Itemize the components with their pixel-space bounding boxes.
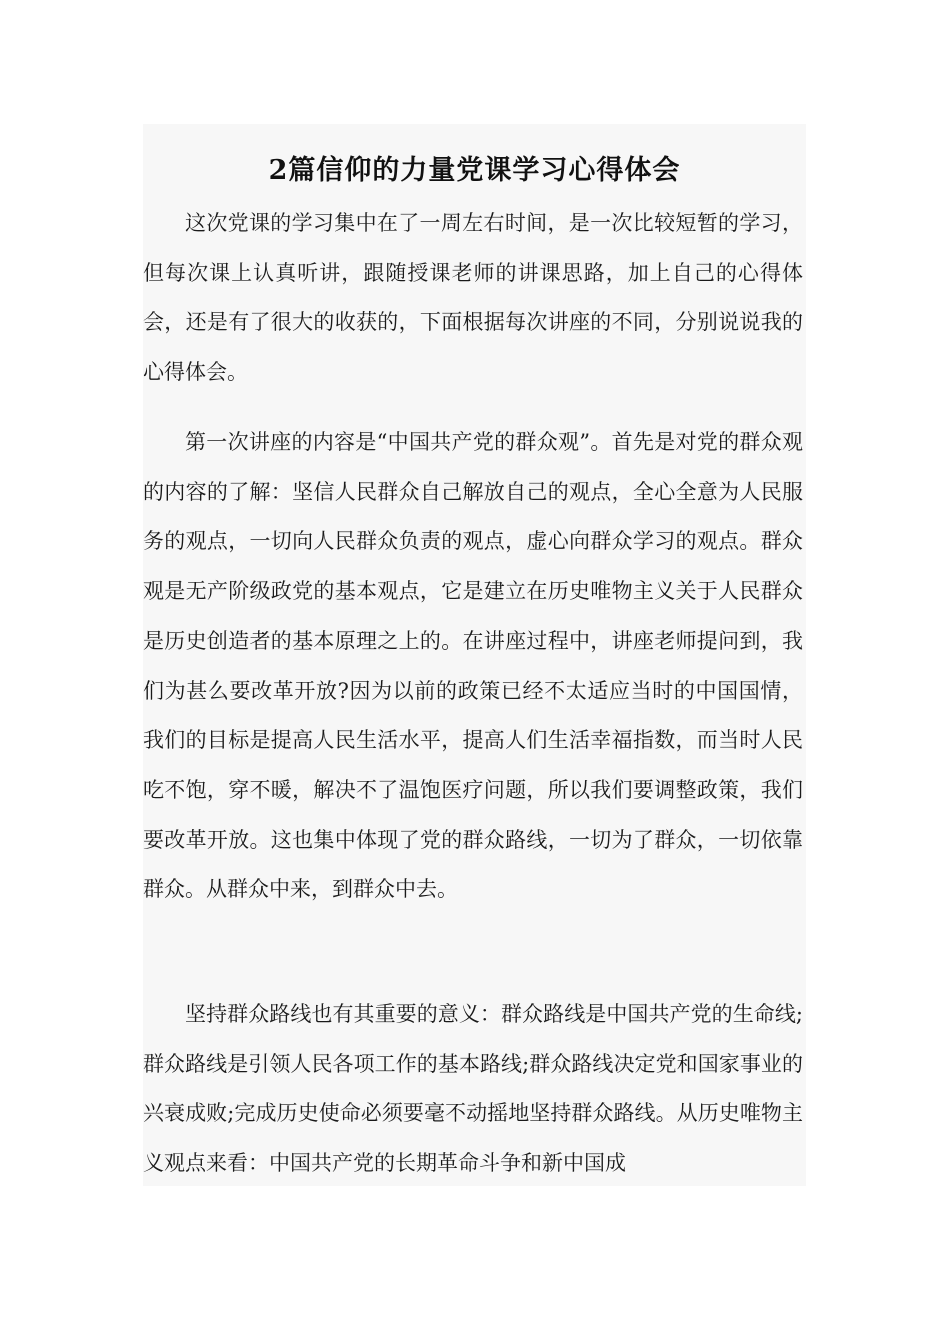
paragraph-3: 坚持群众路线也有其重要的意义：群众路线是中国共产党的生命线;群众路线是引领人民各项工作的基本路线;群众路线决定党和国家事业的兴衰成败;完成历史使命必须要毫不动摇地坚持群众路线。从历史唯物主义观点来看：中国共产党的长期革命斗争和新中国成: [143, 1002, 803, 1176]
paragraph-2: 第一次讲座的内容是“中国共产党的群众观”。首先是对党的群众观的内容的了解：坚信人民群众自己解放自己的观点，全心全意为人民服务的观点，一切向人民群众负责的观点，虚心向群众学习的观点。群众观是无产阶级政党的基本观点，它是建立在历史唯物主义关于人民群众是历史创造者的基本原理之上的。在讲座过程中，讲座老师提问到，我们为甚么要改革开放?因为以前的政策已经不太适应当时的中国国情，我们的目标是提高人民生活水平，提高人们生活幸福指数，而当时人民吃不饱，穿不暖，解决不了温饱医疗问题，所以我们要调整政策，我们要改革开放。这也集中体现了党的群众路线，一切为了群众，一切依靠群众。从群众中来，到群众中去。: [143, 430, 803, 902]
document-title: 2篇信仰的力量党课学习心得体会: [268, 155, 681, 187]
paragraph-1: 这次党课的学习集中在了一周左右时间，是一次比较短暂的学习，但每次课上认真听讲，跟随授课老师的讲课思路，加上自己的心得体会，还是有了很大的收获的，下面根据每次讲座的不同，分别说说我的心得体会。: [143, 211, 803, 385]
